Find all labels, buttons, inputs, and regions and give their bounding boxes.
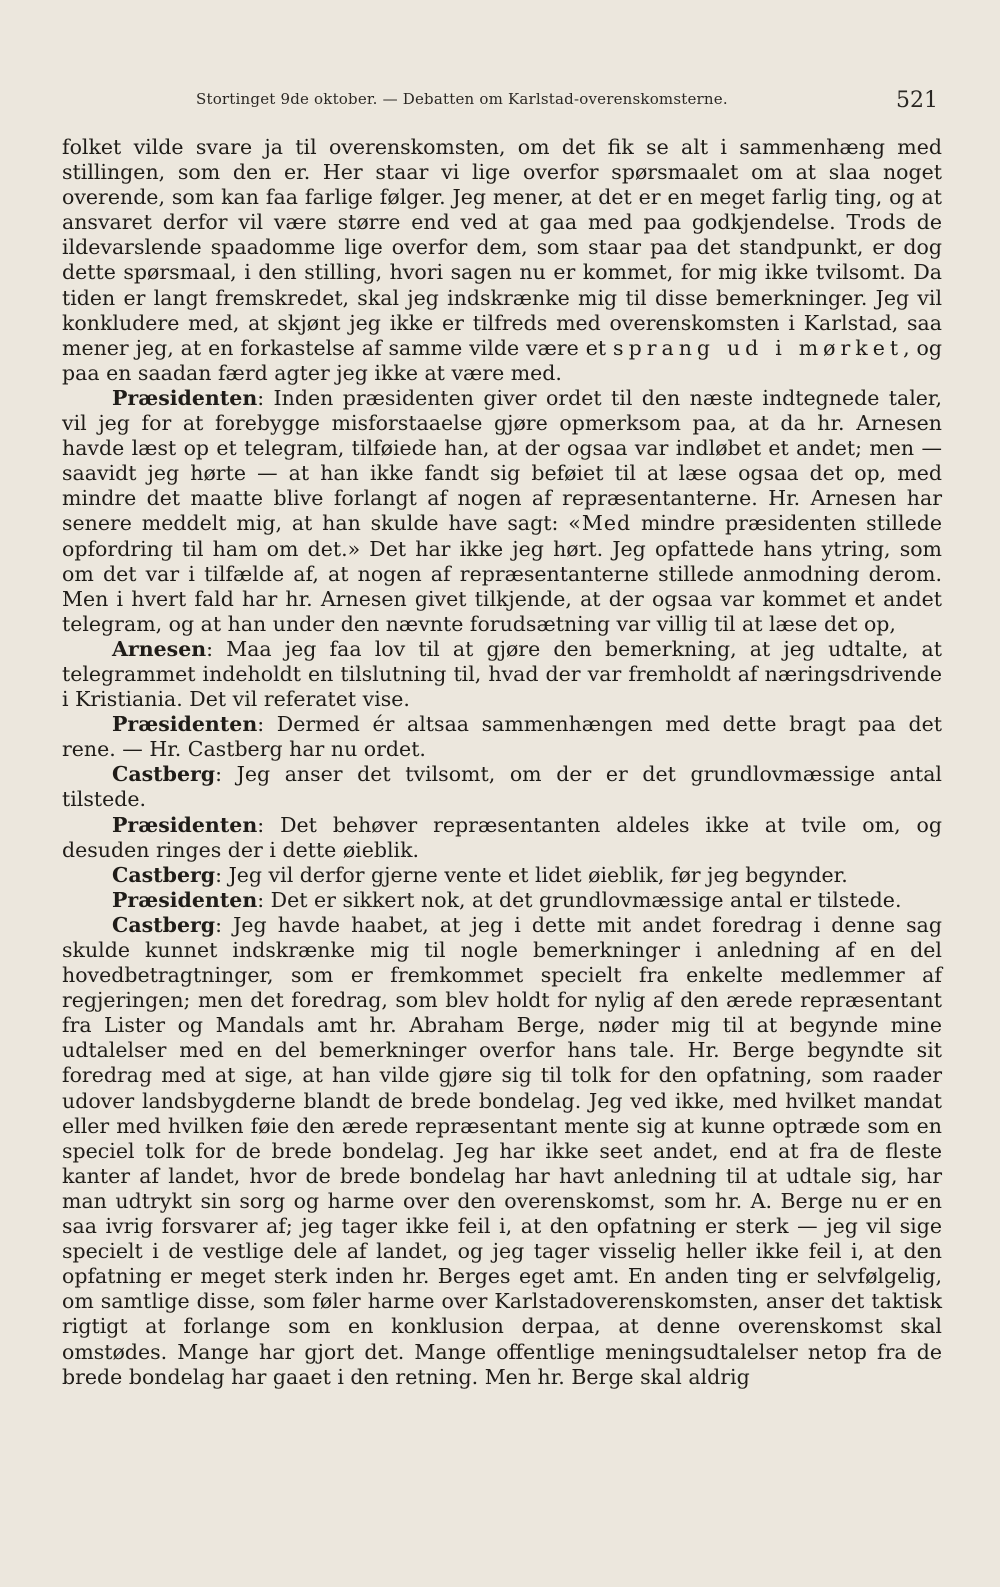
speaker-separator: : bbox=[215, 912, 234, 937]
paragraph-text: folket vilde svare ja til overenskomsten, om det fik se alt i sammenhæng med stillingen, som den er. Her staar vi lige overfor spørsmaalet om at slaa noget overende, som kan faa farlige følger. Jeg mener, at det er en meget farlig ting, og at ansvaret derfor vil være større end ved at gaa med paa godkjendelse. Trods de ildevarslende spaadomme lige overfor dem, som staar paa det standpunkt, er dog dette spørsmaal, i den stilling, hvori sagen nu er kommet, for mig ikke tvilsomt. Da tiden er langt fremskredet, skal jeg indskrænke mig til disse bemerkninger. Jeg vil konkludere med, at skjønt jeg ikke er tilfreds med overenskomsten i Karlstad, saa mener jeg, at en forkastelse af samme vilde være et bbox=[62, 135, 942, 360]
speaker-name: Castberg bbox=[112, 912, 216, 937]
speaker-name: Præsidenten bbox=[112, 812, 258, 837]
paragraph-text: Inden præsidenten giver ordet til den næste indtegnede taler, vil jeg for at forebygge misforstaaelse gjøre opmerksom paa, at da hr. Arnesen havde læst op et telegram, tilføiede han, at der ogsaa var indløbet et andet; men — saavidt jeg hørte — at han ikke fandt sig beføiet til at læse ogsaa det op, med mindre det maatte blive forlangt af nogen af repræsentanterne. Hr. Arnesen har senere meddelt mig, at han skulde have sagt: bbox=[62, 385, 942, 536]
emphasized-phrase: sprang ud i mørket bbox=[613, 335, 904, 360]
speaker-name: Præsidenten bbox=[112, 887, 258, 912]
speech-paragraph bbox=[62, 386, 942, 637]
paragraph-text: Jeg vil derfor gjerne vente et lidet øieblik, før jeg begynder. bbox=[228, 862, 848, 887]
speaker-separator: : bbox=[257, 385, 274, 410]
paragraph-text: Det behøver repræsentanten aldeles ikke at tvile om, og desuden ringes der i dette øieblik. bbox=[62, 812, 942, 862]
speaker-name: Castberg bbox=[112, 862, 216, 887]
speech-paragraph bbox=[62, 863, 942, 888]
paragraph-text-end: mindre præsidenten stillede opfordring til ham om det.» Det har ikke jeg hørt. Jeg opfattede hans ytring, som om det var i tilfælde af, at nogen af repræsentanterne stillede anmodning derom. Men i hvert fald har hr. Arnesen givet tilkjende, at der ogsaa var kommet et andet telegram, og at han under den nævnte forudsætning var villig til at læse det op, bbox=[62, 511, 942, 636]
speaker-name: Castberg bbox=[112, 762, 216, 787]
speaker-separator: : bbox=[257, 812, 281, 837]
speaker-separator: : bbox=[257, 887, 271, 912]
speaker-separator: : bbox=[206, 636, 227, 661]
quote-lead: «Med bbox=[568, 511, 632, 536]
speaker-separator: : bbox=[215, 762, 237, 787]
speaker-name: Præsidenten bbox=[112, 385, 258, 410]
speech-paragraph bbox=[62, 762, 942, 812]
paragraph-text: Jeg havde haabet, at jeg i dette mit andet foredrag i denne sag skulde kunnet indskrænke mig til nogle bemerkninger i anledning af en del hovedbetragtninger, som er fremkommet specielt fra enkelte medlemmer af regjeringen; men det foredrag, som blev holdt for nylig af den ærede repræsentant fra Lister og Mandals amt hr. Abraham Berge, nøder mig til at begynde mine udtalelser med en del bemerkninger overfor hans tale. Hr. Berge begyndte sit foredrag med at sige, at han vilde gjøre sig til tolk for den opfatning, som raader udover landsbygderne blandt de brede bondelag. Jeg ved ikke, med hvilket mandat eller med hvilken føie den ærede repræsentant mente sig at kunne optræde som en speciel tolk for de brede bondelag. Jeg har ikke seet andet, end at fra de fleste kanter af landet, hvor de brede bondelag har havt anledning til at udtale sig, har man udtrykt sin sorg og harme over den overenskomst, som hr. A. Berge nu er en saa ivrig forsvarer af; jeg tager ikke feil i, at den opfatning er sterk — jeg vil sige specielt i de vestlige dele af landet, og jeg tager visselig heller ikke feil i, at den opfatning er meget sterk inden hr. Berges eget amt. En anden ting er selvfølgelig, om samtlige disse, som føler harme over Karlstadoverenskomsten, anser det taktisk rigtigt at forlange som en konklusion derpaa, at denne overenskomst skal omstødes. Mange har gjort det. Mange offentlige meningsudtalelser netop fra de brede bondelag har gaaet i den retning. Men hr. Berge skal aldrig bbox=[62, 912, 942, 1389]
speaker-separator: : bbox=[257, 712, 277, 737]
speaker-name: Præsidenten bbox=[112, 712, 258, 737]
speech-paragraph bbox=[62, 637, 942, 712]
paragraph-continuation bbox=[62, 135, 942, 386]
running-head: Stortinget 9de oktober. — Debatten om Karlstad-overenskomsterne. bbox=[196, 90, 728, 108]
speaker-separator: : bbox=[215, 862, 229, 887]
paragraph-text: Jeg anser det tvilsomt, om der er det grundlovmæssige antal tilstede. bbox=[62, 762, 942, 812]
speech-paragraph bbox=[62, 913, 942, 1390]
body-text bbox=[62, 135, 942, 1390]
page-number: 521 bbox=[896, 88, 938, 113]
paragraph-text: Maa jeg faa lov til at gjøre den bemerkning, at jeg udtalte, at telegrammet indeholdt en tilslutning til, hvad der var fremholdt af næringsdrivende i Kristiania. Det vil referatet vise. bbox=[62, 636, 942, 712]
speech-paragraph bbox=[62, 712, 942, 762]
paragraph-text: Det er sikkert nok, at det grundlovmæssige antal er tilstede. bbox=[270, 887, 902, 912]
paragraph-text: Dermed ér altsaa sammenhængen med dette bragt paa det rene. — Hr. Castberg har nu ordet. bbox=[62, 712, 942, 762]
speaker-name: Arnesen bbox=[112, 636, 207, 661]
paragraph-text-end: , og paa en saadan færd agter jeg ikke at være med. bbox=[62, 335, 942, 385]
speech-paragraph bbox=[62, 813, 942, 863]
speech-paragraph bbox=[62, 888, 942, 913]
